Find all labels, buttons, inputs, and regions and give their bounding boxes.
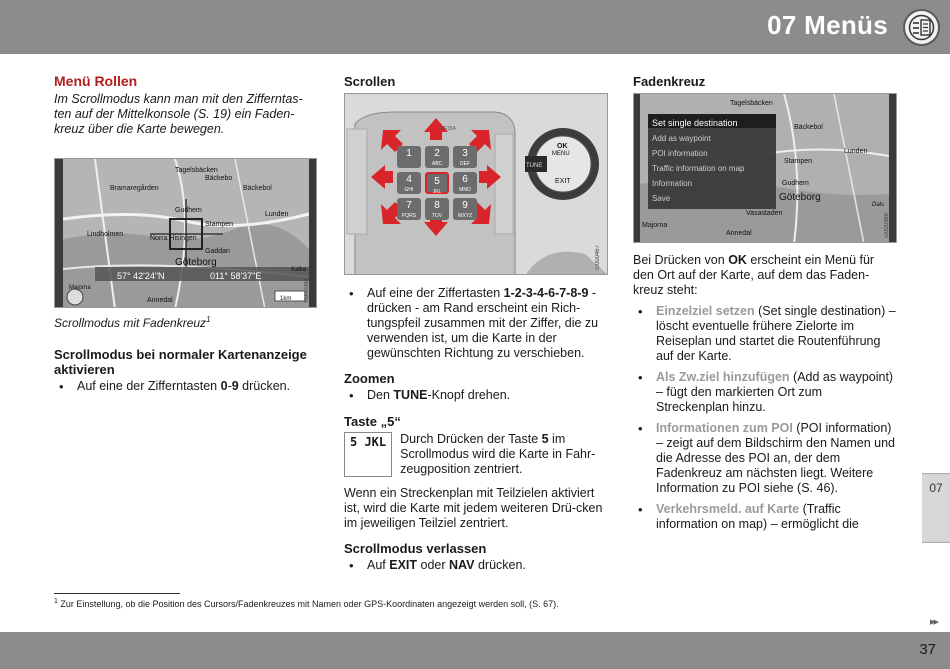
key5-text: Durch Drücken der Taste 5 im Scrollmodus wird die Karte in Fahr-zeugposition zentriert.	[400, 432, 596, 476]
keypad-grid	[397, 146, 475, 220]
chapter-title: 07 Menüs	[767, 10, 888, 40]
menu-item-add-waypoint[interactable]: Add as waypoint	[652, 134, 711, 143]
menu-item-save[interactable]: Save	[652, 194, 671, 203]
column-crosshair	[633, 74, 898, 538]
keypad-key-4[interactable]: 4 GHI	[397, 172, 421, 194]
list-item: • Auf eine der Ziffertasten 1-2-3-4-6-7-8-9 - drücken - am Rand erscheint ein Rich-tungspfeil zusammen mit der Ziffer, die zu verwenden ist, um die Karte in der gewünschten Richtung zu verschieben.	[344, 286, 608, 361]
footnote: $^1$ Zur Einstellung, ob die Position des Cursors/Fadenkreuzes mit Namen oder GPS-Koordinaten angezeigt werden soll, (S. 67).	[54, 598, 559, 609]
sub-heading-exit: Scrollmodus verlassen	[344, 541, 487, 556]
list-item: • Einzelziel setzen (Set single destination) – löscht eventuelle frühere Zielorte im Reiseplan und startet die Routenführung auf der Karte.	[633, 304, 898, 364]
map-place-label: Tagelsbäcken	[730, 100, 773, 107]
crosshair-menu-figure	[633, 93, 897, 243]
list-item: • Den TUNE-Knopf drehen.	[344, 388, 608, 403]
figure-caption: Scrollmodus mit Fadenkreuz$^1$	[54, 315, 211, 330]
figure-id: G000467	[595, 245, 601, 270]
exit-label: EXIT	[555, 178, 571, 185]
map-place-label: Stampen	[205, 221, 234, 228]
map-place-label: Bäckebol	[794, 124, 823, 131]
map-place-label: Vasastaden	[746, 210, 783, 217]
route-text: Wenn ein Streckenplan mit Teilzielen aktiviert ist, wird die Karte mit jedem weiteren Drü-cken im jeweiligen Teilziel zentriert.	[344, 486, 603, 530]
keypad-key-1[interactable]: 1	[397, 146, 421, 168]
menu-item-poi-information[interactable]: POI information	[652, 149, 708, 158]
key-5-badge: 5 JKL	[344, 432, 392, 477]
list-item: • Auf eine der Zifferntasten 0-9 drücken.	[54, 379, 316, 394]
map-scale: 1km	[280, 296, 292, 302]
menu-item-set-single-destination[interactable]: Set single destination	[652, 118, 738, 128]
keypad-key-3[interactable]: 3 DEF	[453, 146, 477, 168]
map-place-label: Stampen	[784, 158, 813, 165]
key5-block	[344, 432, 608, 477]
continue-arrows-icon: ▸▸	[929, 616, 937, 628]
map-city-label: Göteborg	[175, 257, 217, 268]
sub-heading-activate-scroll: Scrollmodus bei normaler Kartenanzeige aktivieren	[54, 347, 307, 377]
tune-label: TUNE	[526, 163, 543, 169]
keypad-key-5[interactable]: 5 JKL	[425, 172, 449, 194]
keypad-figure	[344, 93, 608, 275]
list-item: • Als Zw.ziel hinzufügen (Add as waypoint) – fügt den markierten Ort zum Streckenplan hinzu.	[633, 370, 898, 415]
section-heading-menu-rollen: Menü Rollen	[54, 73, 138, 89]
media-label: MEDIA	[440, 126, 456, 132]
map-place-label: Norra Hisingen	[150, 235, 197, 242]
map-place-label: Majorna	[642, 222, 668, 229]
list-item: • Informationen zum POI (POI information) – zeigt auf dem Bildschirm den Namen und die Adresse des POI an, der dem Fadenkreuz am nächsten liegt. Weitere Information zu POI siehe (S. 46).	[633, 421, 898, 496]
menu-item-information[interactable]: Information	[652, 179, 693, 188]
map-place-label: Bäckebo	[205, 175, 233, 182]
menu-item-traffic-information[interactable]: Traffic information on map	[652, 164, 745, 173]
ok-label: OK	[557, 143, 568, 150]
intro-text: Im Scrollmodus kann man mit den Zifferntas-ten auf der Mittelkonsole (S. 19) ein Faden-kreuz über die Karte bewegen.	[54, 92, 303, 136]
map-place-label: Tagelsbäcken	[175, 167, 218, 174]
menu-label: MENU	[552, 151, 570, 157]
sub-heading-taste-5: Taste „5“	[344, 414, 401, 429]
map-place-label: Gudhem	[782, 180, 809, 187]
map-place-label: Annedal	[147, 297, 173, 304]
keypad-key-2[interactable]: 2 ABC	[425, 146, 449, 168]
footnote-divider	[54, 593, 180, 594]
map-place-label: Kalka	[291, 267, 307, 273]
crosshair-intro: Bei Drücken von OK erscheint ein Menü für den Ort auf der Karte, auf dem das Faden-kreuz steht:	[633, 253, 875, 297]
section-heading-scrollen: Scrollen	[344, 74, 396, 89]
map-place-label: Annedal	[726, 230, 752, 237]
map-place-label: Dals	[872, 202, 885, 208]
map-place-label: Lindholmen	[87, 231, 124, 238]
gps-latitude: 57° 42'24"N	[117, 271, 165, 281]
gps-longitude: 011° 58'37"E	[210, 271, 262, 281]
section-heading-fadenkreuz: Fadenkreuz	[633, 74, 706, 89]
keypad-key-7[interactable]: 7 PQRS	[397, 198, 421, 220]
map-place-label: Bäckebol	[243, 185, 272, 192]
chapter-side-tab[interactable]	[922, 473, 950, 543]
map-crosshair-figure	[54, 158, 317, 308]
figure-id: G000389	[884, 213, 890, 238]
list-item: • Verkehrsmeld. auf Karte (Traffic information on map) – ermöglicht die	[633, 502, 898, 532]
map-place-label: Lunden	[265, 211, 289, 218]
map-place-label: Gudhem	[175, 207, 202, 214]
keypad-key-9[interactable]: 9 WXYZ	[453, 198, 477, 220]
map-place-label: Lunden	[844, 148, 868, 155]
sub-heading-zoomen: Zoomen	[344, 371, 395, 386]
side-tab-label: 07	[929, 481, 943, 495]
map-city-label: Göteborg	[779, 192, 821, 203]
map-place-label: Bramaregården	[110, 185, 159, 192]
page-footer	[0, 632, 950, 669]
figure-id: G000384	[304, 278, 310, 303]
menu-symbol-icon	[903, 9, 940, 46]
list-item: • Auf EXIT oder NAV drücken.	[344, 558, 608, 573]
keypad-key-6[interactable]: 6 MNO	[453, 172, 477, 194]
column-scrolling	[344, 74, 608, 579]
map-place-label: Gaddan	[205, 248, 230, 255]
map-place-label: Majorna	[69, 285, 91, 291]
keypad-key-8[interactable]: 8 TUV	[425, 198, 449, 220]
column-scroll-mode	[54, 74, 316, 400]
page-number: 37	[919, 641, 936, 658]
